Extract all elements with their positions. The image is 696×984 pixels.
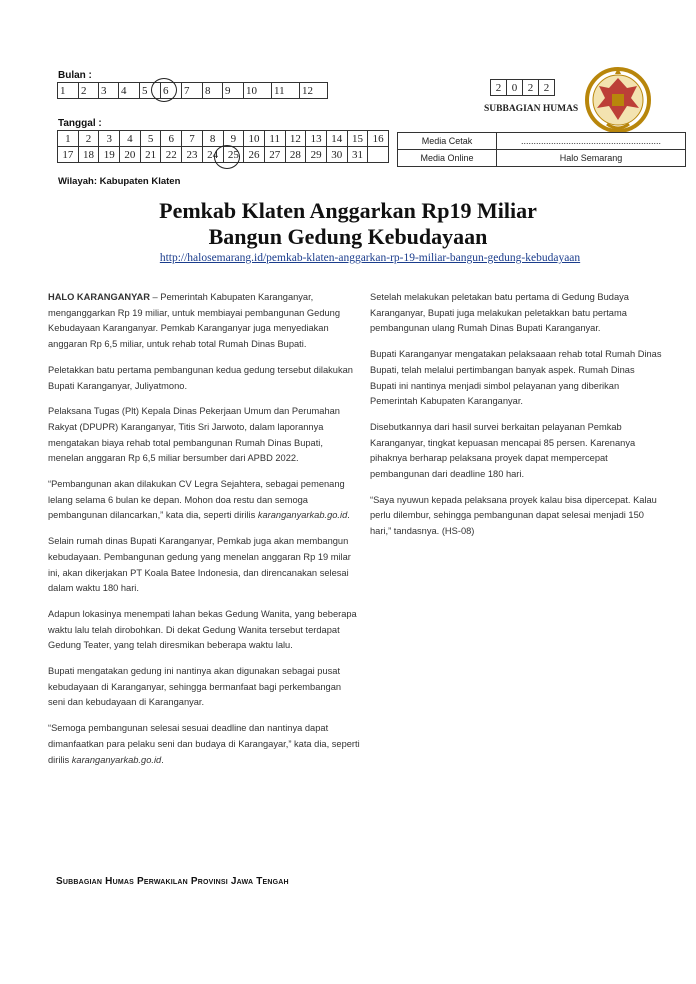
paragraph: Pelaksana Tugas (Plt) Kepala Dinas Pekerjaan Umum dan Perumahan Rakyat (DPUPR) Karanganyar, Titis Sri Jarwoto, dalam laporannya mengatakan biaya rehab total pembangunan Rumah Dinas Bupati, menelan anggaran Rp 6,5 miliar bersumber dari APBD 2022. xyxy=(48,406,340,464)
date-cell: 30 xyxy=(326,147,347,163)
article-url-link[interactable]: http://halosemarang.id/pemkab-klaten-anggarkan-rp-19-miliar-bangun-gedung-kebudayaan xyxy=(159,252,581,264)
date-cell: 5 xyxy=(140,131,161,147)
media-online-label: Media Online xyxy=(398,150,497,167)
media-table xyxy=(397,132,686,167)
year-digit-cell: 2 xyxy=(523,80,539,96)
month-cell: 7 xyxy=(182,83,203,99)
source-mention: karanganyarkab.go.id xyxy=(257,510,348,521)
paragraph: “Saya nyuwun kepada pelaksana proyek kalau bisa dipercepat. Kalau perlu dilembur, sehingga pembangunan dapat selesai menjadi 150 hari,” tandasnya. (HS-08) xyxy=(370,494,657,537)
media-cetak-value: ........................................................ xyxy=(497,133,686,150)
month-cell: 11 xyxy=(272,83,300,99)
date-cell: 4 xyxy=(120,131,141,147)
date-cell: 24 xyxy=(202,147,223,163)
date-cell: 23 xyxy=(182,147,203,163)
month-cell: 10 xyxy=(244,83,272,99)
year-digit-cell: 2 xyxy=(491,80,507,96)
date-cell: 8 xyxy=(202,131,223,147)
date-cell: 3 xyxy=(99,131,120,147)
date-cell: 27 xyxy=(264,147,285,163)
month-cell: 1 xyxy=(58,83,79,99)
date-cell: 14 xyxy=(326,131,347,147)
month-cell: 12 xyxy=(300,83,328,99)
year-digit-cell: 0 xyxy=(507,80,523,96)
date-cell: 12 xyxy=(285,131,306,147)
month-cell: 9 xyxy=(223,83,244,99)
footer-label: Subbagian Humas Perwakilan Provinsi Jawa Tengah xyxy=(56,876,289,887)
month-grid xyxy=(57,82,328,99)
tanggal-label: Tanggal : xyxy=(58,118,102,129)
date-cell: 29 xyxy=(306,147,327,163)
paragraph: “Pembangunan akan dilakukan CV Legra Sejahtera, sebagai pemenang lelang selama 6 bulan ke depan. Mohon doa restu dan semoga pembangunan dilancarkan,” kata dia, seperti dirilis karanganyarkab.go.id. xyxy=(48,479,350,521)
wilayah-label: Wilayah: Kabupaten Klaten xyxy=(58,176,181,187)
date-cell: 16 xyxy=(368,131,389,147)
date-cell: 2 xyxy=(78,131,99,147)
article-title-line1: Pemkab Klaten Anggarkan Rp19 Miliar xyxy=(159,198,537,223)
date-cell xyxy=(368,147,389,163)
date-cell: 7 xyxy=(182,131,203,147)
year-box xyxy=(490,79,555,96)
bulan-label: Bulan : xyxy=(58,70,92,81)
dateline: HALO KARANGANYAR xyxy=(48,292,150,302)
date-cell: 18 xyxy=(78,147,99,163)
month-cell: 2 xyxy=(79,83,99,99)
source-mention: karanganyarkab.go.id xyxy=(71,754,162,765)
date-cell: 22 xyxy=(161,147,182,163)
article-right-column xyxy=(370,290,662,550)
paragraph: Setelah melakukan peletakan batu pertama di Gedung Budaya Karanganyar, Bupati juga melakukan peletakkan batu pertama pembangunan ulang Rumah Dinas Bupati Karanganyar. xyxy=(370,292,629,334)
year-digit-cell: 2 xyxy=(539,80,555,96)
month-cell: 3 xyxy=(99,83,119,99)
date-cell: 26 xyxy=(244,147,265,163)
date-cell: 15 xyxy=(347,131,368,147)
paragraph: Peletakkan batu pertama pembangunan kedua gedung tersebut dilakukan Bupati Karanganyar, Juliyatmono. xyxy=(48,364,353,391)
date-cell: 21 xyxy=(140,147,161,163)
month-cell: 4 xyxy=(119,83,140,99)
paragraph: Selain rumah dinas Bupati Karanganyar, Pemkab juga akan membangun kebudayaan. Pembangunan gedung yang menelan anggaran Rp 19 milar ini, akan dikerjakan PT Koala Batee Indonesia, dan direncanakan selesai dalam waktu 180 hari. xyxy=(48,536,351,594)
paragraph: Adapun lokasinya menempati lahan bekas Gedung Wanita, yang beberapa waktu lalu telah dirobohkan. Di dekat Gedung Wanita tersebut terdapat Gedung Teater, yang telah diresmikan beberapa waktu lalu. xyxy=(48,608,357,651)
date-cell: 9 xyxy=(223,131,244,147)
date-cell: 1 xyxy=(58,131,79,147)
month-cell: 6 xyxy=(161,83,182,99)
month-cell: 5 xyxy=(140,83,161,99)
date-cell: 13 xyxy=(306,131,327,147)
date-cell: 19 xyxy=(99,147,120,163)
paragraph: Bupati Karanganyar mengatakan pelaksaaan rehab total Rumah Dinas Bupati, telah melalui pertimbangan banyak aspek. Rumah Dinas Bupati ini nantinya menjadi simbol pelayanan yang diberikan Pemerintah Kabupaten Karanganyar. xyxy=(370,349,662,407)
month-cell: 8 xyxy=(203,83,223,99)
media-cetak-label: Media Cetak xyxy=(398,133,497,150)
date-cell: 6 xyxy=(161,131,182,147)
garuda-emblem-icon xyxy=(585,64,651,136)
date-cell: 28 xyxy=(285,147,306,163)
date-grid xyxy=(57,130,389,163)
date-cell: 31 xyxy=(347,147,368,163)
paragraph: “Semoga pembangunan selesai sesuai deadline dan nantinya dapat dimanfaatkan para pelaku seni dan budaya di Karangayar,” kata dia, seperti dirilis karanganyarkab.go.id. xyxy=(48,723,360,765)
paragraph: Bupati mengatakan gedung ini nantinya akan digunakan sebagai pusat kebudayaan di Karanganyar, sehingga bermanfaat bagi perkembangan seni dan kebudayaan di Karanganyar. xyxy=(48,666,342,708)
paragraph: Disebutkannya dari hasil survei berkaitan pelayanan Pemkab Karanganyar, tingkat kepuasan mencapai 85 persen. Karenanya pihaknya berharap pelaksana proyek dapat mempercepat pembangunan dari deadline 180 hari. xyxy=(370,421,636,480)
subbagian-humas-label: SUBBAGIAN HUMAS xyxy=(484,104,579,114)
date-cell: 17 xyxy=(58,147,79,163)
date-cell: 20 xyxy=(120,147,141,163)
date-cell: 11 xyxy=(264,131,285,147)
paragraph: HALO KARANGANYAR – Pemerintah Kabupaten Karanganyar, menganggarkan Rp 19 miliar, untuk membiayai pembangunan Gedung Kebudayaan Karanganyar. Pemkab Karanganyar juga menyediakan anggaran Rp 6,5 miliar, untuk rehab total Rumah Dinas Bupati. xyxy=(48,292,341,350)
date-cell: 10 xyxy=(244,131,265,147)
article-left-column xyxy=(48,290,360,778)
date-cell: 25 xyxy=(223,147,244,163)
article-title-line2: Bangun Gedung Kebudayaan xyxy=(208,224,488,249)
media-online-value: Halo Semarang xyxy=(497,150,686,167)
